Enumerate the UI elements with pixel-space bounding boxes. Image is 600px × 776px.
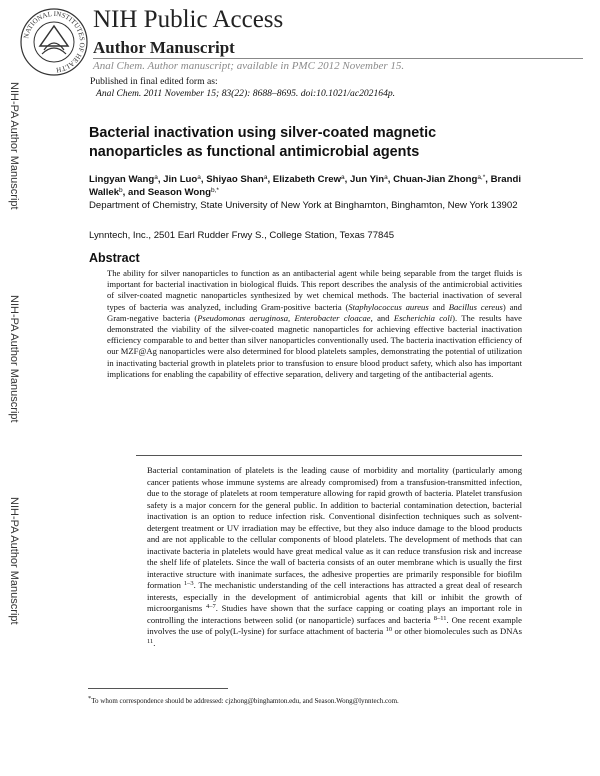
footnote-divider bbox=[88, 688, 228, 689]
abstract-divider bbox=[136, 455, 522, 456]
logo-ring-text: NATIONAL INSTITUTES OF HEALTH bbox=[22, 9, 87, 74]
author-name: Chuan-Jian Zhong bbox=[393, 174, 478, 185]
author-name: Jin Luo bbox=[163, 174, 198, 185]
author-mark: a bbox=[154, 174, 158, 181]
affiliation-a: Department of Chemistry, State University of New York at Binghamton, Binghamton, New York 13902 bbox=[89, 200, 518, 211]
published-label: Published in final edited form as: bbox=[90, 76, 218, 87]
correspondence-footnote bbox=[88, 697, 399, 705]
pmc-availability-note: Anal Chem. Author manuscript; available in PMC 2012 November 15. bbox=[93, 60, 405, 72]
author-name: Brandi Wallek bbox=[89, 174, 521, 198]
author-mark: b,* bbox=[211, 187, 219, 194]
sidebar-label-bottom: NIH-PA Author Manuscript bbox=[8, 497, 20, 625]
author-mark: b bbox=[119, 187, 123, 194]
introduction-paragraph: Bacterial contamination of platelets is the leading cause of morbidity and mortality (particularly among cancer patients whose immune systems are already compromised) from a transfusion-transmitted infection, due to the storage of platelets at room temperature allowing for rapid growth of bacteria. Platelet transfusion safety is a major concern for the general public. In addition to bacterial contamination detection, bacterial inactivation is an option to reduce infection risk. Conventional disinfection techniques such as solvent-detergent treatment or UV irradiation may be effective, but they also induce damage to the blood products and are not applicable to the cellular components of blood platelets. The development of methods that can inactivate bacteria in platelets would have great medical value as it can reduce transfusion risk and increase the shelf life of platelets. Since the wall of bacteria consists of an outer membrane which is usually the first interactive structure with inanimate surfaces, the adhesive properties are primarily responsible for biofilm formation $^{1-3}$. The mechanistic understanding of the cell interactions has attracted a great deal of research interests, especially in the development of antimicrobial agents that kill or inhibit the growth of microorganisms $^{4-7}$. Studies have shown that the surface capping or coating plays an important role in controlling the interactions between solid (or nanoparticle) surfaces and bacteria $^{8-11}$. One recent example involves the use of poly(L-lysine) for surface attachment of bacteria $^{10}$ or other biomolecules such as DNAs $^{11}$. bbox=[147, 465, 522, 648]
reference-citation[interactable]: 4–7 bbox=[205, 603, 216, 610]
reference-citation[interactable]: 10 bbox=[385, 626, 393, 633]
author-mark: a,* bbox=[477, 174, 486, 181]
author-name: Shiyao Shan bbox=[206, 174, 264, 185]
citation-line bbox=[96, 88, 395, 99]
header-divider bbox=[93, 58, 583, 59]
sidebar-label-middle: NIH-PA Author Manuscript bbox=[8, 295, 20, 423]
author-mark: a bbox=[197, 174, 201, 181]
reference-citation[interactable]: 8–11 bbox=[433, 614, 447, 622]
nih-logo-icon bbox=[18, 6, 90, 78]
author-mark: a bbox=[384, 174, 388, 181]
reference-citation[interactable]: 1–3 bbox=[183, 580, 194, 587]
author-list: Lingyan Wang$^a$, Jin Luo$^a$, Shiyao Shan$^a$, Elizabeth Crew$^a$, Jun Yin$^a$, Chuan-Jian Zhong$^{a,*}$, Brandi Wallek$^b$, and Season Wong$^{b,*}$ bbox=[89, 174, 521, 198]
affiliation-b: Lynntech, Inc., 2501 Earl Rudder Frwy S., College Station, Texas 77845 bbox=[89, 230, 395, 241]
abstract-text: The ability for silver nanoparticles to function as an antibacterial agent while being separable from the target fluids is important for bacterial inactivation in biological fluids. This report describes the analysis of the antimicrobial activities of silver-coated magnetic nanoparticles synthesized by wet chemical methods. The bacterial inactivation of several types of bacteria was analyzed, including Gram-positive bacteria (Staphylococcus aureus and Bacillus cereus) and Gram-negative bacteria (Pseudomonas aeruginosa, Enterobacter cloacae, and Escherichia coli). The results have demonstrated the viability of the silver-coated magnetic nanoparticles for achieving effective bacterial inactivation efficiency comparable to and better than silver nanoparticles conventionally used. The bacteria inactivation efficiency of our MZF@Ag nanoparticles were also determined for blood platelets samples, demonstrating the potential of utilization in inactivating bacterial growth in platelets prior to transfusion to ensure blood product safety, which also has important implications for enabling the capability of effective separation, delivery and targeting of the antibacterial agents. bbox=[107, 268, 522, 379]
sidebar-label-top: NIH-PA Author Manuscript bbox=[8, 82, 20, 210]
author-mark: a bbox=[263, 174, 268, 181]
author-name: Elizabeth Crew bbox=[272, 174, 342, 185]
footnote-mark: * bbox=[88, 695, 92, 702]
author-name: Jun Yin bbox=[350, 174, 385, 185]
citation-text: Anal Chem. 2011 November 15; 83(22): 8688–8695. doi:10.1021/ac202164p. bbox=[96, 88, 396, 99]
author-manuscript-label: Author Manuscript bbox=[93, 38, 235, 57]
author-mark: a bbox=[341, 174, 345, 181]
reference-citation[interactable]: 11 bbox=[147, 637, 154, 645]
abstract-heading: Abstract bbox=[89, 251, 140, 265]
nih-public-access-title: NIH Public Access bbox=[93, 6, 284, 33]
author-name: Season Wong bbox=[147, 187, 211, 198]
footnote-text: To whom correspondence should be addressed: cjzhong@binghamton.edu, and Season.Wong@lynntech.com. bbox=[91, 697, 399, 705]
article-title: Bacterial inactivation using silver-coated magnetic nanoparticles as functional antimicrobial agents bbox=[89, 125, 437, 160]
author-name: Lingyan Wang bbox=[89, 174, 155, 185]
